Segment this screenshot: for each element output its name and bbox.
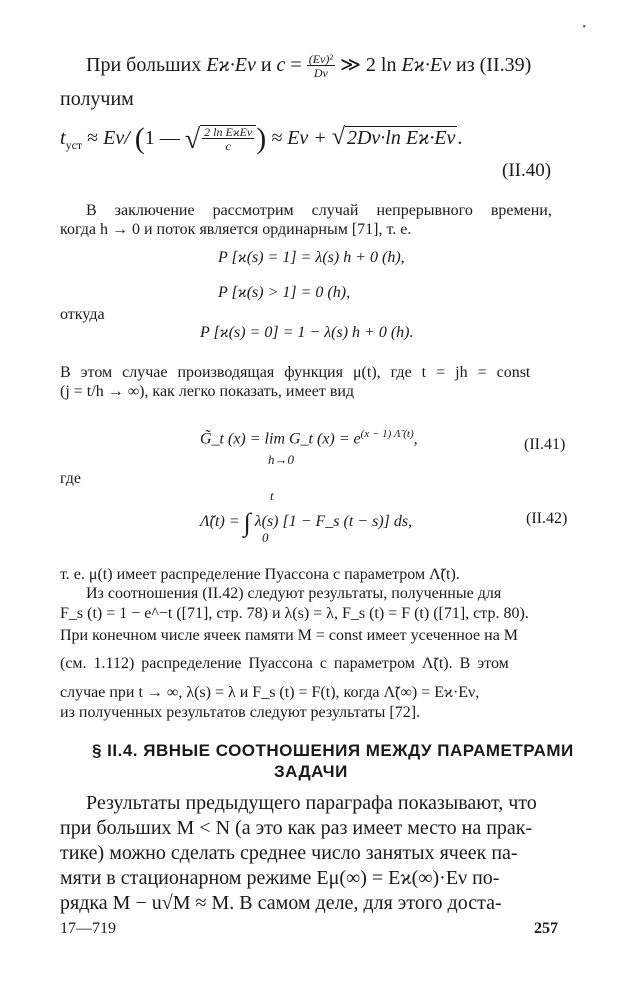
para-poisson-line1: т. е. μ(t) имеет распределение Пуассона с параметром Λ̃(t).	[60, 566, 460, 583]
printer-signature: 17—719	[60, 920, 116, 937]
equation-II42: Λ̃(t) = ∫ λ(s) [1 − F_s (t − s)] ds,	[200, 508, 413, 537]
para-results-line4: мяти в стационарном режиме Eμ(∞) = Eϰ(∞)·Eν по-	[60, 867, 500, 889]
para-poisson-line2: Из соотношения (II.42) следуют результаты, полученные для	[86, 585, 502, 602]
equation-II42-upper: t	[270, 488, 274, 503]
para-poisson-line3: F_s (t) = 1 − e^−t ([71], стр. 78) и λ(s) = λ, F_s (t) = F (t) ([71], стр. 80).	[60, 605, 529, 622]
para-poisson-line6: случае при t → ∞, λ(s) = λ и F_s (t) = F(t), когда Λ̃(∞) = Eϰ·Eν,	[60, 684, 480, 701]
para-results-line1: Результаты предыдущего параграфа показывают, что	[86, 792, 537, 814]
para-results-line5: рядка M − u√M ≈ M. В самом деле, для этого доста-	[60, 892, 502, 914]
equation-II41: G̃_t (x) = lim G_t $(x) = e^{(x - 1) \Lambdã (t)}$,	[200, 428, 418, 448]
para-poisson-line7: из полученных результатов следуют результаты [72].	[60, 704, 421, 721]
equation-II41-lim-sub: h→0	[268, 452, 294, 467]
prob-eq-3: P [ϰ(s) = 0] = 1 − λ(s) h + 0 (h).	[200, 324, 414, 341]
top-para-suffix: из (II.39)	[456, 54, 532, 76]
margin-mark: •	[582, 22, 586, 33]
para-poisson-line5: (см. 1.112) распределение Пуассона с параметром Λ̃(t). В этом	[60, 655, 509, 672]
gde: где	[60, 470, 82, 487]
equation-II40: $t_{уст} \approx E\nu/$ (1 — √ $\frac{\text{2 ln EϰEν}}{c}$ ) ≈ Eν + √ 2Dν·ln Eϰ·Eν .	[60, 122, 463, 155]
equation-II41-number: (II.41)	[524, 436, 566, 453]
prob-eq-2: P [ϰ(s) > 1] = 0 (h),	[218, 284, 351, 301]
equation-II40-number: (II.40)	[502, 160, 552, 181]
para-continuous-line2: когда h → 0 и поток является ординарным [71], т. е.	[60, 221, 412, 238]
equation-II42-lower: 0	[262, 530, 269, 545]
para-gen-line1: В этом случае производящая функция μ(t), где t = jh = const	[60, 364, 531, 381]
para-continuous-line1: В заключение рассмотрим случай непрерывного времени,	[86, 202, 552, 219]
para-poisson-line4: При конечном числе ячеек памяти M = const имеет усеченное на M	[60, 627, 519, 644]
equation-II42-number: (II.42)	[526, 510, 568, 527]
section-heading-line2: ЗАДАЧИ	[274, 762, 348, 781]
prob-eq-1: P [ϰ(s) = 1] = λ(s) h + 0 (h),	[218, 249, 405, 266]
otkuda: откуда	[60, 306, 105, 323]
para-results-line2: при больших M < N (а это как раз имеет место на прак-	[60, 817, 533, 839]
top-para-mid: и	[260, 54, 272, 76]
top-para-line2: получим	[60, 88, 134, 110]
top-para-prefix: При больших	[86, 54, 202, 76]
para-results-line3: тике) можно сделать среднее число занятых ячеек па-	[60, 842, 518, 864]
para-gen-line2: (j = t/h → ∞), как легко показать, имеет вид	[60, 383, 355, 400]
top-para-line1: При больших Eϰ·Eν и c = $\frac{\text{(Eν)²}}{D\nu}$ ≫ 2 ln Eϰ·Eν из (II.39)	[86, 52, 532, 81]
page-number: 257	[534, 920, 558, 937]
section-heading-line1: § II.4. ЯВНЫЕ СООТНОШЕНИЯ МЕЖДУ ПАРАМЕТРАМИ	[92, 741, 574, 760]
